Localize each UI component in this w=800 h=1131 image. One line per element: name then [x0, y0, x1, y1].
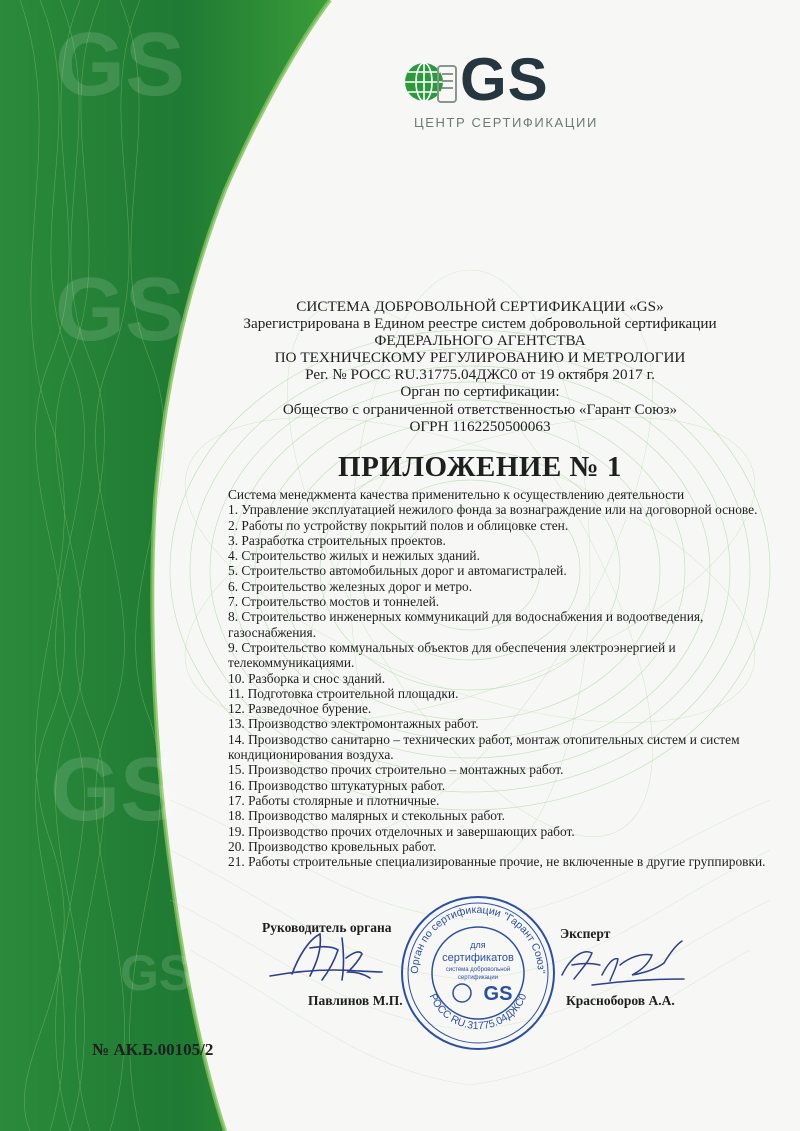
header-line: Зарегистрирована в Едином реестре систем добровольной сертификации [243, 315, 717, 333]
list-item: 14. Производство санитарно – технических работ, монтаж отопительных систем и систем кондиционирования воздуха. [228, 731, 740, 763]
svg-text:GS: GS [55, 15, 186, 115]
list-item: 3. Разработка строительных проектов. [228, 532, 446, 548]
list-item: 17. Работы столярные и плотничные. [228, 792, 440, 808]
list-item: 2. Работы по устройству покрытий полов и облицовке стен. [228, 517, 569, 533]
list-item: 12. Разведочное бурение. [228, 701, 372, 717]
expert-signature-label: Эксперт [560, 926, 611, 941]
certification-stamp [398, 893, 558, 1053]
stamp-small-text: сертификации [457, 975, 499, 981]
globe-document-icon [402, 58, 460, 110]
header-line: СИСТЕМА ДОБРОВОЛЬНОЙ СЕРТИФИКАЦИИ «GS» [296, 298, 664, 315]
stamp-outer-top-text: Орган по сертификации "Гарант Союз" [408, 903, 548, 974]
expert-handwritten-signature [552, 935, 692, 990]
svg-text:GS: GS [120, 945, 193, 1001]
list-item: 19. Производство прочих отделочных и завершающих работ. [228, 823, 575, 839]
stamp-globe-icon [453, 984, 471, 1002]
list-item: 10. Разборка и снос зданий. [228, 670, 386, 686]
svg-text:GS: GS [55, 260, 186, 360]
list-item: 11. Подготовка строительной площадки. [228, 685, 459, 701]
activities-list-block [228, 487, 776, 869]
document-title: ПРИЛОЖЕНИЕ № 1 [338, 451, 622, 483]
head-signature-label: Руководитель органа [262, 920, 392, 935]
list-item: 6. Строительство железных дорог и метро. [228, 578, 473, 594]
list-intro: Система менеджмента качества применительно к осуществлению деятельности [228, 487, 685, 502]
stamp-main-text: сертификатов [442, 952, 514, 964]
activities-list [228, 502, 776, 869]
header-line: ПО ТЕХНИЧЕСКОМУ РЕГУЛИРОВАНИЮ И МЕТРОЛОГИИ [274, 349, 686, 367]
header-line: Общество с ограниченной ответственностью «Гарант Союз» [282, 400, 678, 418]
stamp-small-text: система добровольной [445, 967, 511, 973]
header-line: ОГРН 1162250500063 [409, 417, 551, 435]
list-item: 9. Строительство коммунальных объектов для обеспечения электроэнергией и телекоммуникациями. [228, 639, 676, 671]
logo-subtitle: ЦЕНТР СЕРТИФИКАЦИИ [414, 115, 598, 130]
list-item: 13. Производство электромонтажных работ. [228, 716, 479, 732]
list-item: 21. Работы строительные специализированные прочие, не включенные в другие группировки. [228, 854, 766, 870]
header-line: ФЕДЕРАЛЬНОГО АГЕНТСТВА [374, 332, 586, 350]
list-item: 18. Производство малярных и стекольных работ. [228, 808, 505, 824]
list-item: 1. Управление эксплуатацией нежилого фонда за вознаграждение или на договорной основе. [228, 502, 758, 518]
head-handwritten-signature [262, 928, 392, 990]
list-item: 4. Строительство жилых и нежилых зданий. [228, 548, 480, 564]
header-line: Рег. № РОСС RU.31775.04ДЖС0 от 19 октября 2017 г. [305, 366, 655, 384]
list-item: 20. Производство кровельных работ. [228, 838, 437, 854]
header-line: Орган по сертификации: [400, 383, 560, 401]
stamp-brand-text: GS [483, 983, 513, 1005]
list-item: 16. Производство штукатурных работ. [228, 777, 446, 793]
document-number: № АК.Б.00105/2 [92, 1040, 214, 1059]
list-item: 7. Строительство мостов и тоннелей. [228, 594, 440, 610]
list-item: 15. Производство прочих строительно – монтажных работ. [228, 762, 564, 778]
gs-logo [402, 46, 612, 138]
logo-brand-text: GS [460, 46, 549, 113]
svg-text:GS: GS [50, 740, 181, 840]
list-item: 5. Строительство автомобильных дорог и автомагистралей. [228, 563, 567, 579]
certificate-header [200, 298, 760, 435]
stamp-top-text: для [470, 940, 486, 950]
list-item: 8. Строительство инженерных коммуникаций для водоснабжения и водоотведения, газоснабжения. [228, 609, 704, 640]
stamp-outer-bottom-text: РОСС RU.31775.04ДЖС0 [426, 991, 530, 1033]
head-name: Павлинов М.П. [308, 993, 403, 1008]
expert-name: Красноборов А.А. [566, 993, 675, 1008]
